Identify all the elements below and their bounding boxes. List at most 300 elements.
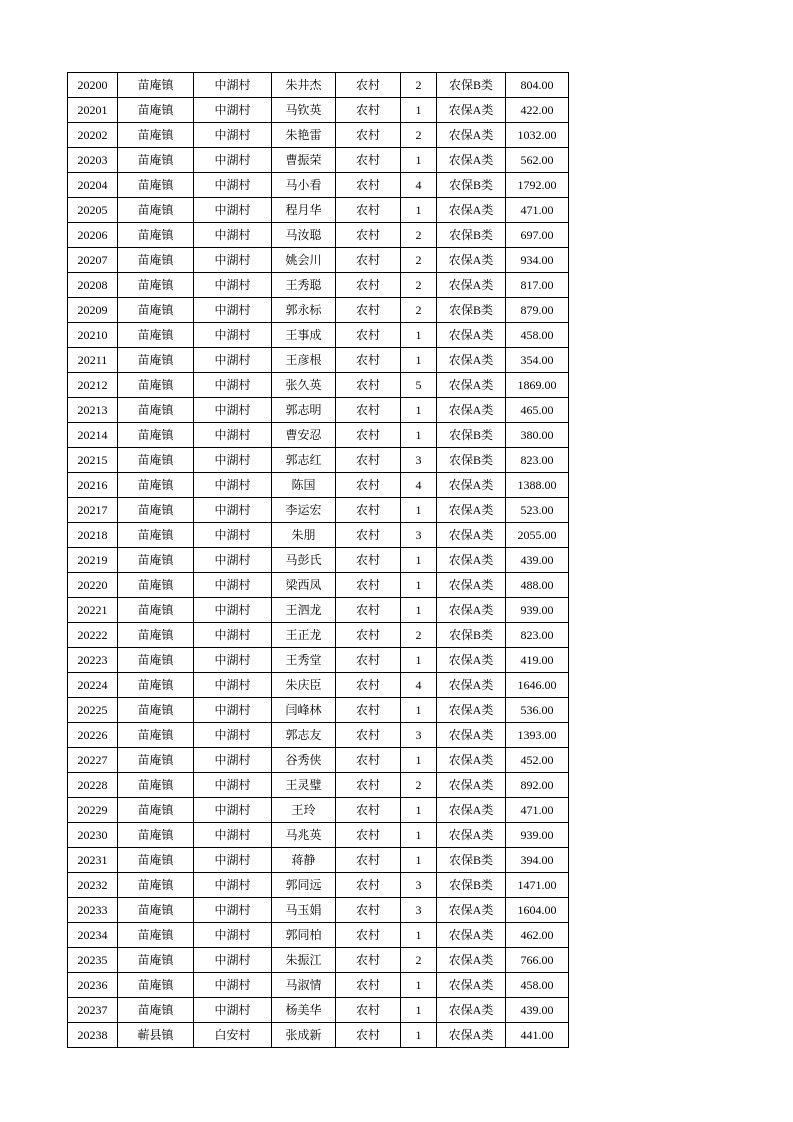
- cell-category: 农保A类: [437, 773, 506, 798]
- cell-amount: 465.00: [506, 398, 569, 423]
- cell-village: 中湖村: [194, 223, 272, 248]
- cell-count: 3: [401, 723, 437, 748]
- cell-category: 农保A类: [437, 398, 506, 423]
- cell-amount: 536.00: [506, 698, 569, 723]
- cell-amount: 422.00: [506, 98, 569, 123]
- cell-type: 农村: [336, 98, 401, 123]
- cell-name: 马钦英: [272, 98, 336, 123]
- cell-type: 农村: [336, 498, 401, 523]
- cell-amount: 2055.00: [506, 523, 569, 548]
- cell-id: 20212: [68, 373, 118, 398]
- cell-type: 农村: [336, 698, 401, 723]
- cell-category: 农保B类: [437, 873, 506, 898]
- cell-type: 农村: [336, 123, 401, 148]
- cell-type: 农村: [336, 648, 401, 673]
- cell-name: 马彭氏: [272, 548, 336, 573]
- cell-count: 1: [401, 148, 437, 173]
- cell-category: 农保A类: [437, 523, 506, 548]
- cell-village: 中湖村: [194, 548, 272, 573]
- cell-count: 2: [401, 248, 437, 273]
- cell-count: 1: [401, 748, 437, 773]
- table-container: [67, 72, 569, 1048]
- cell-type: 农村: [336, 198, 401, 223]
- cell-id: 20205: [68, 198, 118, 223]
- cell-type: 农村: [336, 898, 401, 923]
- cell-name: 王事成: [272, 323, 336, 348]
- cell-town: 苗庵镇: [118, 573, 194, 598]
- cell-amount: 817.00: [506, 273, 569, 298]
- cell-name: 朱庆臣: [272, 673, 336, 698]
- cell-category: 农保A类: [437, 473, 506, 498]
- cell-type: 农村: [336, 398, 401, 423]
- cell-name: 王玲: [272, 798, 336, 823]
- cell-type: 农村: [336, 873, 401, 898]
- cell-type: 农村: [336, 373, 401, 398]
- cell-category: 农保B类: [437, 448, 506, 473]
- cell-town: 苗庵镇: [118, 948, 194, 973]
- cell-amount: 804.00: [506, 73, 569, 98]
- table-row: [68, 998, 569, 1023]
- table-row: [68, 448, 569, 473]
- cell-town: 苗庵镇: [118, 623, 194, 648]
- cell-id: 20209: [68, 298, 118, 323]
- cell-count: 1: [401, 498, 437, 523]
- cell-category: 农保A类: [437, 573, 506, 598]
- cell-count: 1: [401, 698, 437, 723]
- cell-name: 陈国: [272, 473, 336, 498]
- cell-type: 农村: [336, 73, 401, 98]
- table-row: [68, 948, 569, 973]
- cell-amount: 766.00: [506, 948, 569, 973]
- cell-type: 农村: [336, 298, 401, 323]
- cell-town: 蕲县镇: [118, 1023, 194, 1048]
- cell-name: 王正龙: [272, 623, 336, 648]
- cell-amount: 458.00: [506, 973, 569, 998]
- cell-village: 中湖村: [194, 723, 272, 748]
- cell-count: 1: [401, 1023, 437, 1048]
- cell-type: 农村: [336, 798, 401, 823]
- cell-town: 苗庵镇: [118, 373, 194, 398]
- cell-town: 苗庵镇: [118, 498, 194, 523]
- cell-count: 1: [401, 598, 437, 623]
- table-row: [68, 723, 569, 748]
- cell-town: 苗庵镇: [118, 873, 194, 898]
- cell-category: 农保A类: [437, 748, 506, 773]
- table-row: [68, 173, 569, 198]
- cell-amount: 879.00: [506, 298, 569, 323]
- cell-category: 农保A类: [437, 673, 506, 698]
- cell-category: 农保B类: [437, 423, 506, 448]
- cell-village: 中湖村: [194, 123, 272, 148]
- cell-amount: 1869.00: [506, 373, 569, 398]
- cell-name: 马汝聪: [272, 223, 336, 248]
- table-row: [68, 823, 569, 848]
- cell-amount: 462.00: [506, 923, 569, 948]
- cell-town: 苗庵镇: [118, 98, 194, 123]
- cell-count: 2: [401, 773, 437, 798]
- cell-type: 农村: [336, 148, 401, 173]
- cell-amount: 439.00: [506, 548, 569, 573]
- cell-amount: 939.00: [506, 598, 569, 623]
- cell-id: 20223: [68, 648, 118, 673]
- cell-id: 20235: [68, 948, 118, 973]
- cell-type: 农村: [336, 573, 401, 598]
- cell-town: 苗庵镇: [118, 173, 194, 198]
- cell-count: 4: [401, 473, 437, 498]
- cell-town: 苗庵镇: [118, 473, 194, 498]
- cell-category: 农保A类: [437, 698, 506, 723]
- cell-type: 农村: [336, 523, 401, 548]
- cell-name: 郭志红: [272, 448, 336, 473]
- table-row: [68, 73, 569, 98]
- cell-village: 中湖村: [194, 773, 272, 798]
- cell-village: 中湖村: [194, 748, 272, 773]
- cell-category: 农保A类: [437, 548, 506, 573]
- cell-name: 张久英: [272, 373, 336, 398]
- cell-category: 农保A类: [437, 148, 506, 173]
- cell-category: 农保B类: [437, 298, 506, 323]
- cell-category: 农保B类: [437, 173, 506, 198]
- cell-town: 苗庵镇: [118, 973, 194, 998]
- table-row: [68, 273, 569, 298]
- cell-village: 中湖村: [194, 298, 272, 323]
- cell-name: 杨美华: [272, 998, 336, 1023]
- cell-amount: 354.00: [506, 348, 569, 373]
- table-row: [68, 648, 569, 673]
- table-row: [68, 923, 569, 948]
- cell-id: 20204: [68, 173, 118, 198]
- table-body: [68, 73, 569, 1048]
- cell-town: 苗庵镇: [118, 273, 194, 298]
- cell-category: 农保A类: [437, 98, 506, 123]
- cell-name: 郭永标: [272, 298, 336, 323]
- cell-name: 郭志明: [272, 398, 336, 423]
- cell-amount: 934.00: [506, 248, 569, 273]
- cell-id: 20231: [68, 848, 118, 873]
- table-row: [68, 698, 569, 723]
- cell-village: 中湖村: [194, 698, 272, 723]
- cell-village: 中湖村: [194, 98, 272, 123]
- table-row: [68, 123, 569, 148]
- cell-town: 苗庵镇: [118, 548, 194, 573]
- cell-category: 农保A类: [437, 1023, 506, 1048]
- cell-category: 农保A类: [437, 823, 506, 848]
- cell-amount: 458.00: [506, 323, 569, 348]
- cell-village: 中湖村: [194, 648, 272, 673]
- cell-type: 农村: [336, 1023, 401, 1048]
- cell-town: 苗庵镇: [118, 598, 194, 623]
- table-row: [68, 323, 569, 348]
- cell-count: 1: [401, 423, 437, 448]
- cell-id: 20213: [68, 398, 118, 423]
- cell-town: 苗庵镇: [118, 998, 194, 1023]
- cell-count: 3: [401, 898, 437, 923]
- cell-amount: 394.00: [506, 848, 569, 873]
- cell-amount: 1471.00: [506, 873, 569, 898]
- cell-town: 苗庵镇: [118, 448, 194, 473]
- cell-village: 中湖村: [194, 823, 272, 848]
- cell-name: 王秀堂: [272, 648, 336, 673]
- cell-id: 20208: [68, 273, 118, 298]
- cell-amount: 823.00: [506, 448, 569, 473]
- cell-count: 2: [401, 123, 437, 148]
- cell-town: 苗庵镇: [118, 648, 194, 673]
- cell-id: 20230: [68, 823, 118, 848]
- cell-amount: 1388.00: [506, 473, 569, 498]
- cell-village: 中湖村: [194, 198, 272, 223]
- cell-amount: 1032.00: [506, 123, 569, 148]
- table-row: [68, 423, 569, 448]
- cell-type: 农村: [336, 998, 401, 1023]
- cell-count: 1: [401, 348, 437, 373]
- cell-category: 农保A类: [437, 998, 506, 1023]
- cell-count: 1: [401, 323, 437, 348]
- cell-id: 20224: [68, 673, 118, 698]
- cell-village: 中湖村: [194, 923, 272, 948]
- cell-name: 马玉娟: [272, 898, 336, 923]
- cell-id: 20200: [68, 73, 118, 98]
- cell-village: 中湖村: [194, 848, 272, 873]
- cell-id: 20215: [68, 448, 118, 473]
- cell-count: 1: [401, 973, 437, 998]
- cell-count: 2: [401, 223, 437, 248]
- cell-village: 中湖村: [194, 673, 272, 698]
- cell-count: 1: [401, 548, 437, 573]
- cell-count: 3: [401, 448, 437, 473]
- cell-village: 中湖村: [194, 623, 272, 648]
- table-row: [68, 348, 569, 373]
- cell-name: 郭同远: [272, 873, 336, 898]
- cell-type: 农村: [336, 723, 401, 748]
- cell-village: 中湖村: [194, 373, 272, 398]
- cell-village: 中湖村: [194, 148, 272, 173]
- cell-town: 苗庵镇: [118, 348, 194, 373]
- cell-type: 农村: [336, 823, 401, 848]
- cell-id: 20233: [68, 898, 118, 923]
- cell-category: 农保B类: [437, 623, 506, 648]
- cell-village: 中湖村: [194, 573, 272, 598]
- table-row: [68, 973, 569, 998]
- table-row: [68, 548, 569, 573]
- cell-count: 1: [401, 798, 437, 823]
- cell-town: 苗庵镇: [118, 73, 194, 98]
- cell-town: 苗庵镇: [118, 773, 194, 798]
- table-row: [68, 673, 569, 698]
- cell-type: 农村: [336, 773, 401, 798]
- cell-town: 苗庵镇: [118, 748, 194, 773]
- cell-type: 农村: [336, 173, 401, 198]
- cell-category: 农保A类: [437, 798, 506, 823]
- cell-amount: 697.00: [506, 223, 569, 248]
- data-table: [67, 72, 569, 1048]
- cell-count: 2: [401, 948, 437, 973]
- cell-amount: 1604.00: [506, 898, 569, 923]
- cell-village: 中湖村: [194, 473, 272, 498]
- cell-id: 20210: [68, 323, 118, 348]
- cell-village: 中湖村: [194, 323, 272, 348]
- cell-name: 蒋静: [272, 848, 336, 873]
- cell-type: 农村: [336, 423, 401, 448]
- cell-town: 苗庵镇: [118, 798, 194, 823]
- cell-amount: 1646.00: [506, 673, 569, 698]
- cell-category: 农保A类: [437, 973, 506, 998]
- cell-village: 中湖村: [194, 973, 272, 998]
- cell-town: 苗庵镇: [118, 673, 194, 698]
- cell-category: 农保B类: [437, 73, 506, 98]
- cell-count: 4: [401, 173, 437, 198]
- cell-category: 农保A类: [437, 948, 506, 973]
- cell-name: 王泗龙: [272, 598, 336, 623]
- table-row: [68, 248, 569, 273]
- cell-type: 农村: [336, 448, 401, 473]
- cell-count: 1: [401, 98, 437, 123]
- cell-type: 农村: [336, 323, 401, 348]
- cell-count: 1: [401, 398, 437, 423]
- cell-town: 苗庵镇: [118, 198, 194, 223]
- cell-village: 中湖村: [194, 998, 272, 1023]
- table-row: [68, 223, 569, 248]
- table-row: [68, 773, 569, 798]
- cell-category: 农保A类: [437, 323, 506, 348]
- cell-village: 白安村: [194, 1023, 272, 1048]
- cell-village: 中湖村: [194, 448, 272, 473]
- table-row: [68, 398, 569, 423]
- cell-village: 中湖村: [194, 348, 272, 373]
- table-row: [68, 573, 569, 598]
- cell-town: 苗庵镇: [118, 298, 194, 323]
- cell-count: 2: [401, 273, 437, 298]
- cell-category: 农保A类: [437, 598, 506, 623]
- cell-amount: 892.00: [506, 773, 569, 798]
- cell-name: 马小看: [272, 173, 336, 198]
- cell-name: 郭志友: [272, 723, 336, 748]
- cell-category: 农保A类: [437, 348, 506, 373]
- cell-id: 20201: [68, 98, 118, 123]
- cell-type: 农村: [336, 348, 401, 373]
- cell-id: 20221: [68, 598, 118, 623]
- cell-id: 20236: [68, 973, 118, 998]
- cell-category: 农保B类: [437, 848, 506, 873]
- cell-village: 中湖村: [194, 173, 272, 198]
- cell-village: 中湖村: [194, 248, 272, 273]
- cell-village: 中湖村: [194, 948, 272, 973]
- table-row: [68, 523, 569, 548]
- cell-id: 20211: [68, 348, 118, 373]
- cell-amount: 939.00: [506, 823, 569, 848]
- cell-count: 1: [401, 573, 437, 598]
- cell-id: 20237: [68, 998, 118, 1023]
- cell-id: 20227: [68, 748, 118, 773]
- cell-town: 苗庵镇: [118, 323, 194, 348]
- cell-type: 农村: [336, 748, 401, 773]
- cell-type: 农村: [336, 623, 401, 648]
- cell-category: 农保A类: [437, 123, 506, 148]
- table-row: [68, 1023, 569, 1048]
- cell-amount: 380.00: [506, 423, 569, 448]
- cell-town: 苗庵镇: [118, 898, 194, 923]
- cell-amount: 1792.00: [506, 173, 569, 198]
- cell-type: 农村: [336, 223, 401, 248]
- cell-name: 郭同柏: [272, 923, 336, 948]
- cell-count: 1: [401, 848, 437, 873]
- cell-category: 农保A类: [437, 723, 506, 748]
- cell-category: 农保B类: [437, 223, 506, 248]
- cell-amount: 471.00: [506, 198, 569, 223]
- cell-village: 中湖村: [194, 273, 272, 298]
- cell-count: 1: [401, 998, 437, 1023]
- table-row: [68, 373, 569, 398]
- cell-village: 中湖村: [194, 73, 272, 98]
- cell-category: 农保A类: [437, 923, 506, 948]
- cell-village: 中湖村: [194, 498, 272, 523]
- cell-town: 苗庵镇: [118, 723, 194, 748]
- cell-id: 20203: [68, 148, 118, 173]
- cell-name: 曹振荣: [272, 148, 336, 173]
- cell-town: 苗庵镇: [118, 423, 194, 448]
- cell-id: 20219: [68, 548, 118, 573]
- cell-amount: 419.00: [506, 648, 569, 673]
- cell-town: 苗庵镇: [118, 823, 194, 848]
- cell-amount: 823.00: [506, 623, 569, 648]
- table-row: [68, 198, 569, 223]
- cell-id: 20207: [68, 248, 118, 273]
- cell-type: 农村: [336, 598, 401, 623]
- cell-town: 苗庵镇: [118, 923, 194, 948]
- cell-name: 朱朋: [272, 523, 336, 548]
- cell-category: 农保A类: [437, 498, 506, 523]
- cell-name: 朱艳雷: [272, 123, 336, 148]
- cell-name: 马兆英: [272, 823, 336, 848]
- cell-category: 农保A类: [437, 198, 506, 223]
- cell-amount: 1393.00: [506, 723, 569, 748]
- cell-name: 曹安忍: [272, 423, 336, 448]
- cell-count: 2: [401, 623, 437, 648]
- cell-id: 20222: [68, 623, 118, 648]
- cell-amount: 562.00: [506, 148, 569, 173]
- cell-id: 20216: [68, 473, 118, 498]
- cell-id: 20206: [68, 223, 118, 248]
- cell-type: 农村: [336, 548, 401, 573]
- cell-name: 程月华: [272, 198, 336, 223]
- cell-count: 3: [401, 523, 437, 548]
- cell-name: 王秀聪: [272, 273, 336, 298]
- cell-amount: 488.00: [506, 573, 569, 598]
- cell-name: 朱井杰: [272, 73, 336, 98]
- cell-village: 中湖村: [194, 523, 272, 548]
- cell-count: 1: [401, 648, 437, 673]
- cell-count: 5: [401, 373, 437, 398]
- cell-type: 农村: [336, 673, 401, 698]
- cell-name: 闫峰林: [272, 698, 336, 723]
- cell-amount: 439.00: [506, 998, 569, 1023]
- cell-id: 20217: [68, 498, 118, 523]
- cell-category: 农保A类: [437, 898, 506, 923]
- cell-amount: 441.00: [506, 1023, 569, 1048]
- cell-type: 农村: [336, 273, 401, 298]
- cell-town: 苗庵镇: [118, 248, 194, 273]
- cell-town: 苗庵镇: [118, 698, 194, 723]
- cell-amount: 452.00: [506, 748, 569, 773]
- cell-type: 农村: [336, 848, 401, 873]
- cell-id: 20229: [68, 798, 118, 823]
- cell-town: 苗庵镇: [118, 523, 194, 548]
- cell-town: 苗庵镇: [118, 848, 194, 873]
- cell-id: 20220: [68, 573, 118, 598]
- cell-village: 中湖村: [194, 398, 272, 423]
- table-row: [68, 848, 569, 873]
- cell-count: 3: [401, 873, 437, 898]
- table-row: [68, 148, 569, 173]
